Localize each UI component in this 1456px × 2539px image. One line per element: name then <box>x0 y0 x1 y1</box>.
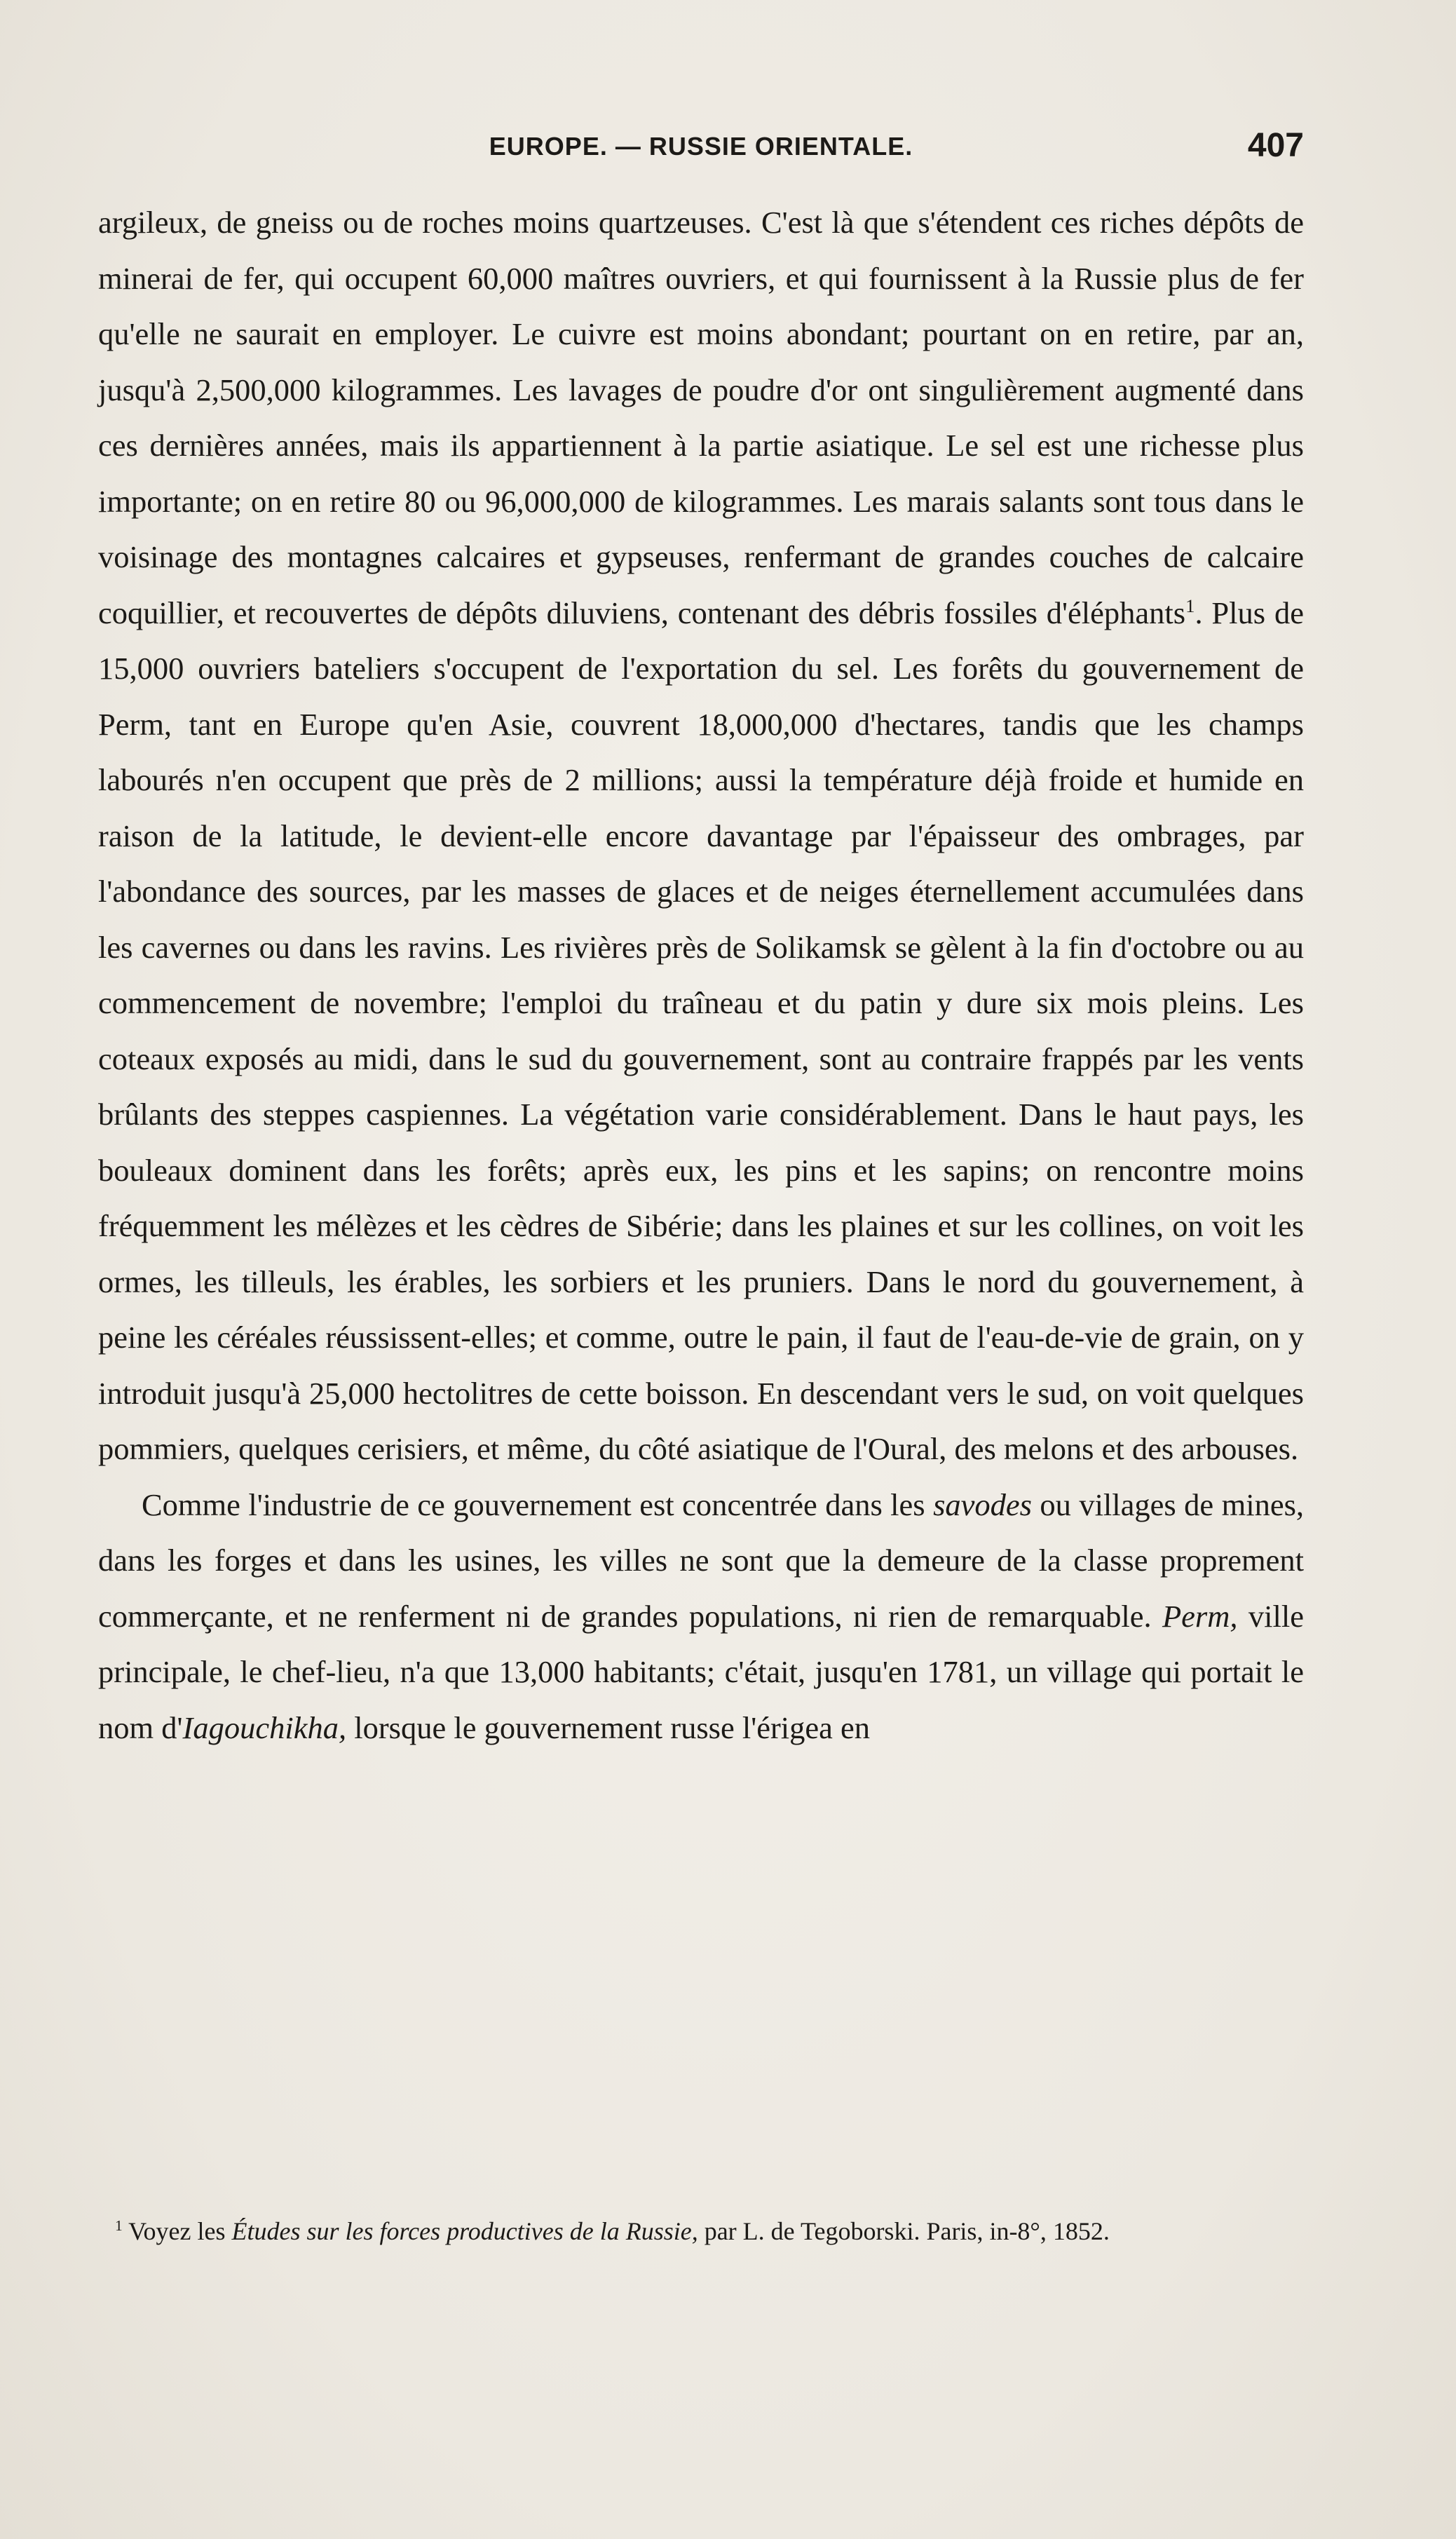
paragraph-2 <box>98 1477 1304 1756</box>
running-title: EUROPE. — RUSSIE ORIENTALE. <box>489 132 913 161</box>
footnote-book-title: Études sur les forces productives de la Russie, <box>231 2217 698 2245</box>
paragraph-2-text-b: ou villages de mines, dans les forges et dans les usines, les villes ne sont que la demeure de la classe proprement commerçante, et ne renferment ni de grandes populations, ni rien de remarquable. <box>98 1487 1305 1634</box>
footnote-text-a: Voyez les <box>128 2217 226 2245</box>
footnote <box>98 2212 1304 2251</box>
footnote-text-b: par L. de Tegoborski. Paris, in-8°, 1852. <box>704 2217 1110 2245</box>
paragraph-2-text-c: ville principale, le chef-lieu, n'a que 13,000 habitants; c'était, jusqu'en 1781, un village qui portait le nom d' <box>98 1598 1304 1745</box>
paragraph-1-text-b: . Plus de 15,000 ouvriers bateliers s'occupent de l'exportation du sel. Les forêts du gouvernement de Perm, tant en Europe qu'en Asie, couvrent 18,000,000 d'hectares, tandis que les champs labourés n'en occupent que près de 2 millions; aussi la température déjà froide et humide en raison de la latitude, le devient-elle encore davantage par l'épaisseur des ombrages, par l'abondance des sources, par les masses de glaces et de neiges éternellement accumulées dans les cavernes ou dans les ravins. Les rivières près de Solikamsk se gèlent à la fin d'octobre ou au commencement de novembre; l'emploi du traîneau et du patin y dure six mois pleins. Les coteaux exposés au midi, dans le sud du gouvernement, sont au contraire frappés par les vents brûlants des steppes caspiennes. La végétation varie considérablement. Dans le haut pays, les bouleaux dominent dans les forêts; après eux, les pins et les sapins; on rencontre moins fréquemment les mélèzes et les cèdres de Sibérie; dans les plaines et sur les collines, on voit les ormes, les tilleuls, les érables, les sorbiers et les pruniers. Dans le nord du gouvernement, à peine les céréales réussissent-elles; et comme, outre le pain, il faut de l'eau-de-vie de grain, on y introduit jusqu'à 25,000 hectolitres de cette boisson. En descendant vers le sud, on voit quelques pommiers, quelques cerisiers, et même, du côté asiatique de l'Oural, des melons et des arbouses. <box>98 595 1304 1466</box>
place-iagouchikha: Iagouchikha, <box>182 1709 347 1745</box>
main-text <box>98 195 1304 1756</box>
paragraph-2-text-a: Comme l'industrie de ce gouvernement est concentrée dans les <box>142 1487 925 1522</box>
footnote-reference: 1 <box>1185 595 1195 616</box>
footnote-marker: 1 <box>115 2217 123 2234</box>
paragraph-2-text-d: lorsque le gouvernement russe l'érigea en <box>354 1709 871 1745</box>
running-head <box>98 126 1304 175</box>
page-number: 407 <box>1247 127 1304 164</box>
paragraph-1-text-a: argileux, de gneiss ou de roches moins quartzeuses. C'est là que s'étendent ces riches dépôts de minerai de fer, qui occupent 60,000 maîtres ouvriers, et qui fournissent à la Russie plus de fer qu'elle ne saurait en employer. Le cuivre est moins abondant; pourtant on en retire, par an, jusqu'à 2,500,000 kilogrammes. Les lavages de poudre d'or ont singulièrement augmenté dans ces dernières années, mais ils appartiennent à la partie asiatique. Le sel est une richesse plus importante; on en retire 80 ou 96,000,000 de kilogrammes. Les marais salants sont tous dans le voisinage des montagnes calcaires et gypseuses, renfermant de grandes couches de calcaire coquillier, et recouvertes de dépôts diluviens, contenant des débris fossiles d'éléphants <box>98 205 1304 630</box>
term-savodes: savodes <box>933 1487 1032 1522</box>
paragraph-1 <box>98 195 1304 1477</box>
place-perm: Perm, <box>1162 1598 1238 1634</box>
